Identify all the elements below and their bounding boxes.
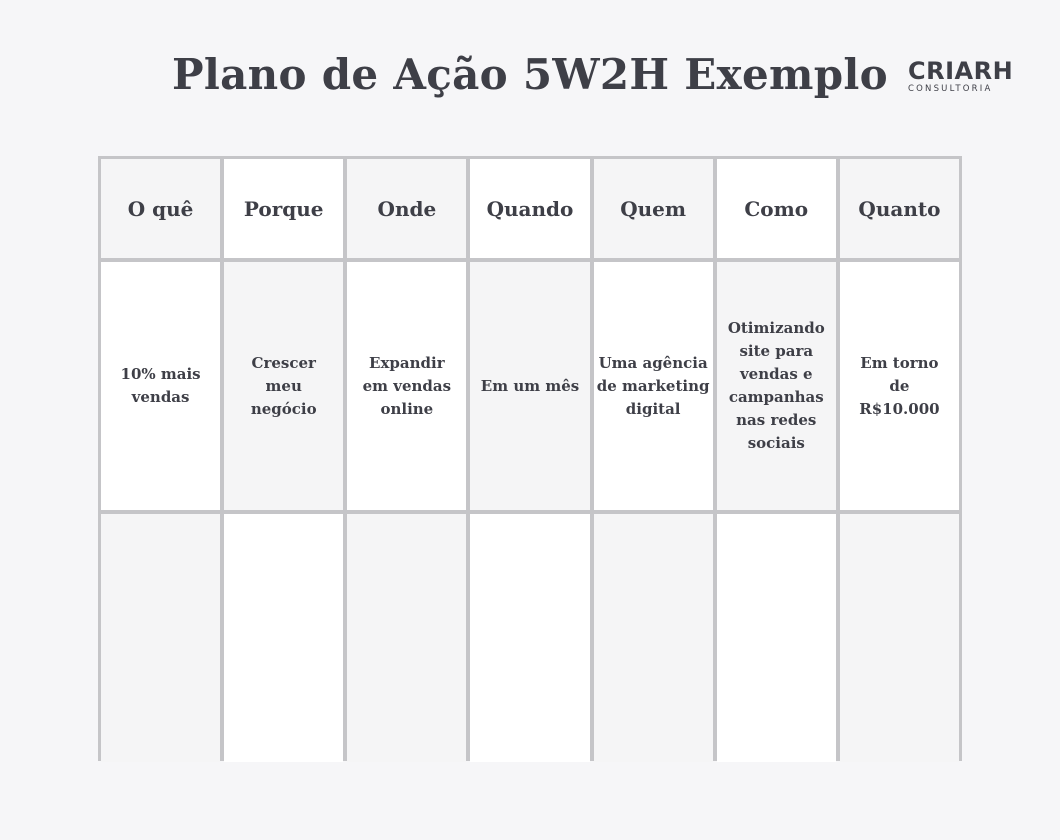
header-cell-where: Onde <box>347 159 466 258</box>
cell-text: 10% mais vendas <box>120 365 201 406</box>
header-cell-who: Quem <box>594 159 713 258</box>
table-cell <box>101 514 220 762</box>
table-cell <box>224 262 343 510</box>
cell-text: Otimizando site para vendas e campanhas nas redes sociais <box>727 319 825 452</box>
header-cell-why: Porque <box>224 159 343 258</box>
action-plan-table <box>98 156 962 761</box>
table-cell <box>717 262 836 510</box>
header-cell-what: O quê <box>101 159 220 258</box>
table-cell <box>594 262 713 510</box>
table-cell <box>717 514 836 762</box>
header-cell-how: Como <box>717 159 836 258</box>
cell-text: Em um mês <box>480 376 580 395</box>
table-cell <box>470 262 589 510</box>
page-title: Plano de Ação 5W2H Exemplo <box>172 50 888 99</box>
company-logo <box>908 58 1012 94</box>
table-cell <box>347 514 466 762</box>
table-cell <box>594 514 713 762</box>
table-cell <box>101 262 220 510</box>
table-cell <box>347 262 466 510</box>
cell-text: Em torno de R$10.000 <box>859 353 940 418</box>
header-cell-when: Quando <box>470 159 589 258</box>
cell-text: Crescer meu negócio <box>250 353 317 418</box>
cell-text: Expandir em vendas online <box>362 353 452 418</box>
table-cell <box>224 514 343 762</box>
table-cell <box>470 514 589 762</box>
table-cell <box>840 514 959 762</box>
header-cell-how-much: Quanto <box>840 159 959 258</box>
logo-tagline: CONSULTORIA <box>908 84 993 94</box>
cell-text: Uma agência de marketing digital <box>596 353 710 418</box>
table-cell <box>840 262 959 510</box>
logo-wordmark: CRIARH <box>908 57 1014 85</box>
